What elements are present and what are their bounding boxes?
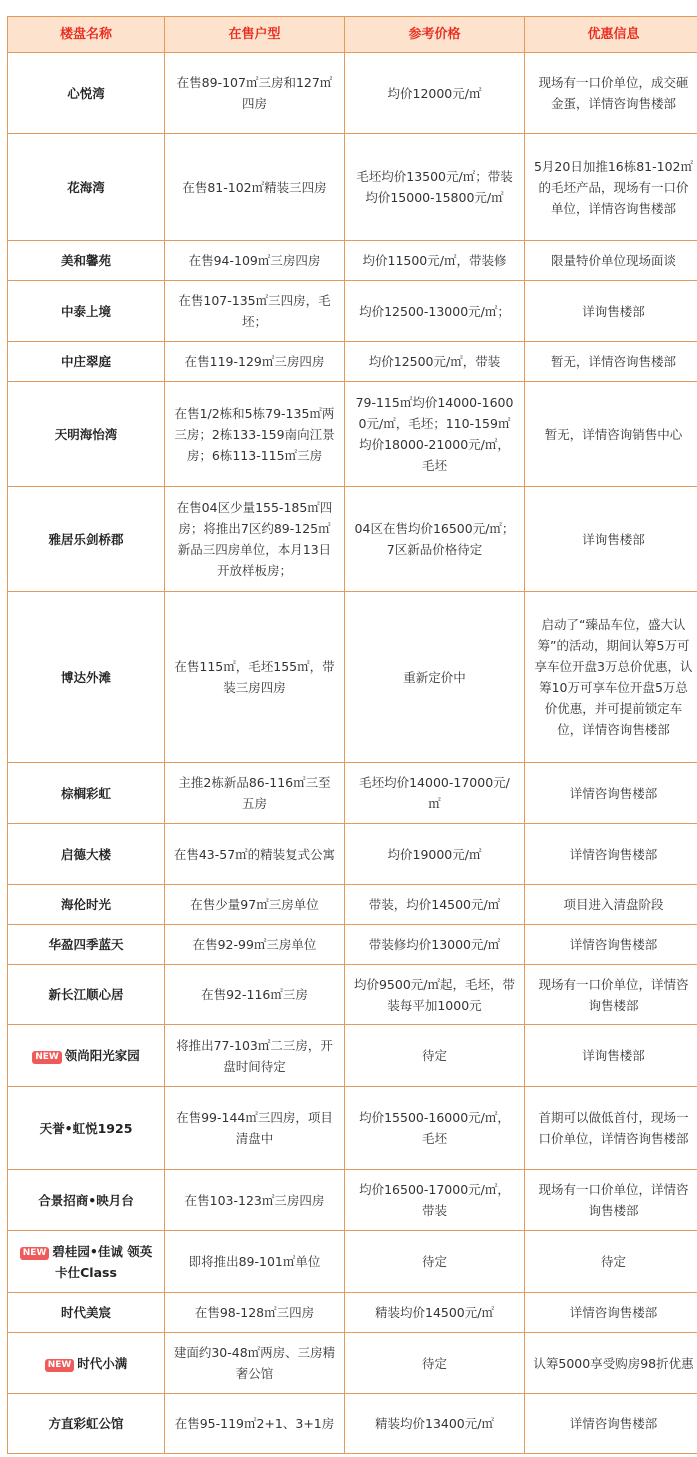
price-cell: 带装修均价13000元/㎡ (345, 925, 525, 965)
property-name-cell (8, 885, 165, 925)
units-cell: 在售少量97㎡三房单位 (165, 885, 345, 925)
price-cell: 均价12500元/㎡，带装 (345, 342, 525, 382)
property-name: 棕榈彩虹 (60, 785, 111, 801)
price-cell: 待定 (345, 1025, 525, 1087)
units-cell: 在售89-107㎡三房和127㎡四房 (165, 53, 345, 134)
units-cell: 在售115㎡，毛坯155㎡，带装三房四房 (165, 592, 345, 763)
property-name-cell (8, 53, 165, 134)
units-cell: 将推出77-103㎡二三房，开盘时间待定 (165, 1025, 345, 1087)
property-name-cell (8, 241, 165, 281)
price-cell: 待定 (345, 1333, 525, 1394)
offer-cell: 待定 (525, 1231, 697, 1293)
units-cell: 在售103-123㎡三房四房 (165, 1170, 345, 1231)
offer-cell: 详情咨询售楼部 (525, 763, 697, 824)
property-name: 天明海怡湾 (54, 426, 118, 442)
property-name: 领尚阳光家园 (64, 1048, 140, 1063)
units-cell: 在售119-129㎡三房四房 (165, 342, 345, 382)
table-row (8, 241, 697, 281)
new-badge: NEW (45, 1359, 75, 1372)
table-row (8, 487, 697, 592)
property-name: 新长江顺心居 (48, 987, 124, 1002)
property-name-cell (8, 1333, 165, 1394)
offer-cell: 启动了“臻品车位，盛大认筹”的活动，期间认筹5万可享车位开盘3万总价优惠，认筹10万可享车位开盘5万总价优惠，并可提前锁定车位，详情咨询售楼部 (525, 592, 697, 763)
price-cell: 待定 (345, 1231, 525, 1293)
price-cell: 毛坯均价13500元/㎡；带装均价15000-15800元/㎡ (345, 134, 525, 241)
table-row (8, 134, 697, 241)
price-cell: 重新定价中 (345, 592, 525, 763)
property-name-cell (8, 487, 165, 592)
property-name: 海伦时光 (60, 897, 111, 912)
offer-cell: 详情咨询售楼部 (525, 925, 697, 965)
property-name: 博达外滩 (60, 669, 111, 685)
offer-cell: 限量特价单位现场面谈 (525, 241, 697, 281)
units-cell: 建面约30-48㎡两房、三房精奢公馆 (165, 1333, 345, 1394)
property-name: 方直彩虹公馆 (48, 1416, 124, 1431)
offer-cell: 详情咨询售楼部 (525, 1394, 697, 1454)
units-cell: 在售92-99㎡三房单位 (165, 925, 345, 965)
property-name: 合景招商•映月台 (38, 1192, 134, 1208)
offer-cell: 详情咨询售楼部 (525, 824, 697, 885)
property-name-cell (8, 382, 165, 487)
property-name: 心悦湾 (67, 85, 105, 101)
price-cell: 79-115㎡均价14000-16000元/㎡，毛坯；110-159㎡均价18000-21000元/㎡，毛坯 (345, 382, 525, 487)
units-cell: 在售81-102㎡精装三四房 (165, 134, 345, 241)
property-name: 中庄翠庭 (60, 354, 111, 369)
property-name: 碧桂园•佳诚 领英卡仕Class (52, 1243, 153, 1280)
property-name-cell (8, 763, 165, 824)
table-row (8, 824, 697, 885)
table-header-row (8, 17, 697, 53)
offer-cell: 首期可以做低首付，现场一口价单位，详情咨询售楼部 (525, 1087, 697, 1170)
property-name: 华盈四季蓝天 (48, 937, 124, 952)
table-row (8, 281, 697, 342)
table-row (8, 342, 697, 382)
property-name-cell (8, 925, 165, 965)
header-offer: 优惠信息 (525, 17, 697, 53)
property-price-table (7, 16, 697, 1454)
offer-cell: 详询售楼部 (525, 1025, 697, 1087)
table-row (8, 965, 697, 1025)
units-cell: 在售92-116㎡三房 (165, 965, 345, 1025)
offer-cell: 现场有一口价单位，详情咨询售楼部 (525, 965, 697, 1025)
units-cell: 在售1/2栋和5栋79-135㎡两三房；2栋133-159南向江景房；6栋113-115㎡三房 (165, 382, 345, 487)
price-cell: 均价9500元/㎡起，毛坯，带装每平加1000元 (345, 965, 525, 1025)
price-cell: 04区在售均价16500元/㎡；7区新品价格待定 (345, 487, 525, 592)
units-cell: 在售99-144㎡三四房，项目清盘中 (165, 1087, 345, 1170)
header-units: 在售户型 (165, 17, 345, 53)
table-row (8, 1087, 697, 1170)
property-name-cell (8, 1293, 165, 1333)
header-price: 参考价格 (345, 17, 525, 53)
offer-cell: 5月20日加推16栋81-102㎡的毛坯产品，现场有一口价单位，详情咨询售楼部 (525, 134, 697, 241)
units-cell: 主推2栋新品86-116㎡三至五房 (165, 763, 345, 824)
table-row (8, 1394, 697, 1454)
property-name-cell (8, 824, 165, 885)
units-cell: 在售95-119㎡2+1、3+1房 (165, 1394, 345, 1454)
offer-cell: 暂无，详情咨询售楼部 (525, 342, 697, 382)
property-name-cell (8, 592, 165, 763)
price-cell: 精装均价13400元/㎡ (345, 1394, 525, 1454)
property-name-cell (8, 1025, 165, 1087)
price-cell: 带装，均价14500元/㎡ (345, 885, 525, 925)
table-row (8, 53, 697, 134)
offer-cell: 认筹5000享受购房98折优惠 (525, 1333, 697, 1394)
table-row (8, 1333, 697, 1394)
offer-cell: 现场有一口价单位，成交砸金蛋，详情咨询售楼部 (525, 53, 697, 134)
property-name: 启德大楼 (60, 846, 111, 862)
new-badge: NEW (20, 1247, 50, 1260)
units-cell: 在售107-135㎡三四房，毛坯； (165, 281, 345, 342)
table-row (8, 1025, 697, 1087)
header-name: 楼盘名称 (8, 17, 165, 53)
property-name: 中泰上境 (60, 303, 111, 319)
price-cell: 均价12500-13000元/㎡； (345, 281, 525, 342)
table-row (8, 1170, 697, 1231)
offer-cell: 项目进入清盘阶段 (525, 885, 697, 925)
property-name: 美和馨苑 (60, 253, 111, 268)
price-cell: 均价15500-16000元/㎡，毛坯 (345, 1087, 525, 1170)
units-cell: 即将推出89-101㎡单位 (165, 1231, 345, 1293)
property-name-cell (8, 1394, 165, 1454)
offer-cell: 详情咨询售楼部 (525, 1293, 697, 1333)
property-name-cell (8, 342, 165, 382)
property-name-cell (8, 281, 165, 342)
table-row (8, 925, 697, 965)
price-cell: 均价11500元/㎡，带装修 (345, 241, 525, 281)
price-cell: 精装均价14500元/㎡ (345, 1293, 525, 1333)
property-name-cell (8, 1231, 165, 1293)
price-cell: 均价19000元/㎡ (345, 824, 525, 885)
table-row (8, 885, 697, 925)
units-cell: 在售04区少量155-185㎡四房；将推出7区约89-125㎡新品三四房单位，本月13日开放样板房； (165, 487, 345, 592)
property-name-cell (8, 134, 165, 241)
property-name-cell (8, 965, 165, 1025)
property-name: 天誉•虹悦1925 (39, 1120, 133, 1136)
property-name: 雅居乐剑桥郡 (48, 531, 124, 547)
offer-cell: 现场有一口价单位，详情咨询售楼部 (525, 1170, 697, 1231)
offer-cell: 暂无，详情咨询销售中心 (525, 382, 697, 487)
price-cell: 毛坯均价14000-17000元/㎡ (345, 763, 525, 824)
property-name: 时代美宸 (60, 1305, 111, 1320)
new-badge: NEW (32, 1051, 62, 1064)
table-row (8, 1293, 697, 1333)
table-row (8, 763, 697, 824)
price-cell: 均价12000元/㎡ (345, 53, 525, 134)
table-row (8, 592, 697, 763)
property-name-cell (8, 1087, 165, 1170)
property-name: 时代小满 (77, 1355, 128, 1371)
units-cell: 在售98-128㎡三四房 (165, 1293, 345, 1333)
offer-cell: 详询售楼部 (525, 487, 697, 592)
price-cell: 均价16500-17000元/㎡，带装 (345, 1170, 525, 1231)
property-name-cell (8, 1170, 165, 1231)
units-cell: 在售94-109㎡三房四房 (165, 241, 345, 281)
property-name: 花海湾 (67, 179, 105, 195)
table-row (8, 382, 697, 487)
units-cell: 在售43-57㎡的精装复式公寓 (165, 824, 345, 885)
table-row (8, 1231, 697, 1293)
offer-cell: 详询售楼部 (525, 281, 697, 342)
